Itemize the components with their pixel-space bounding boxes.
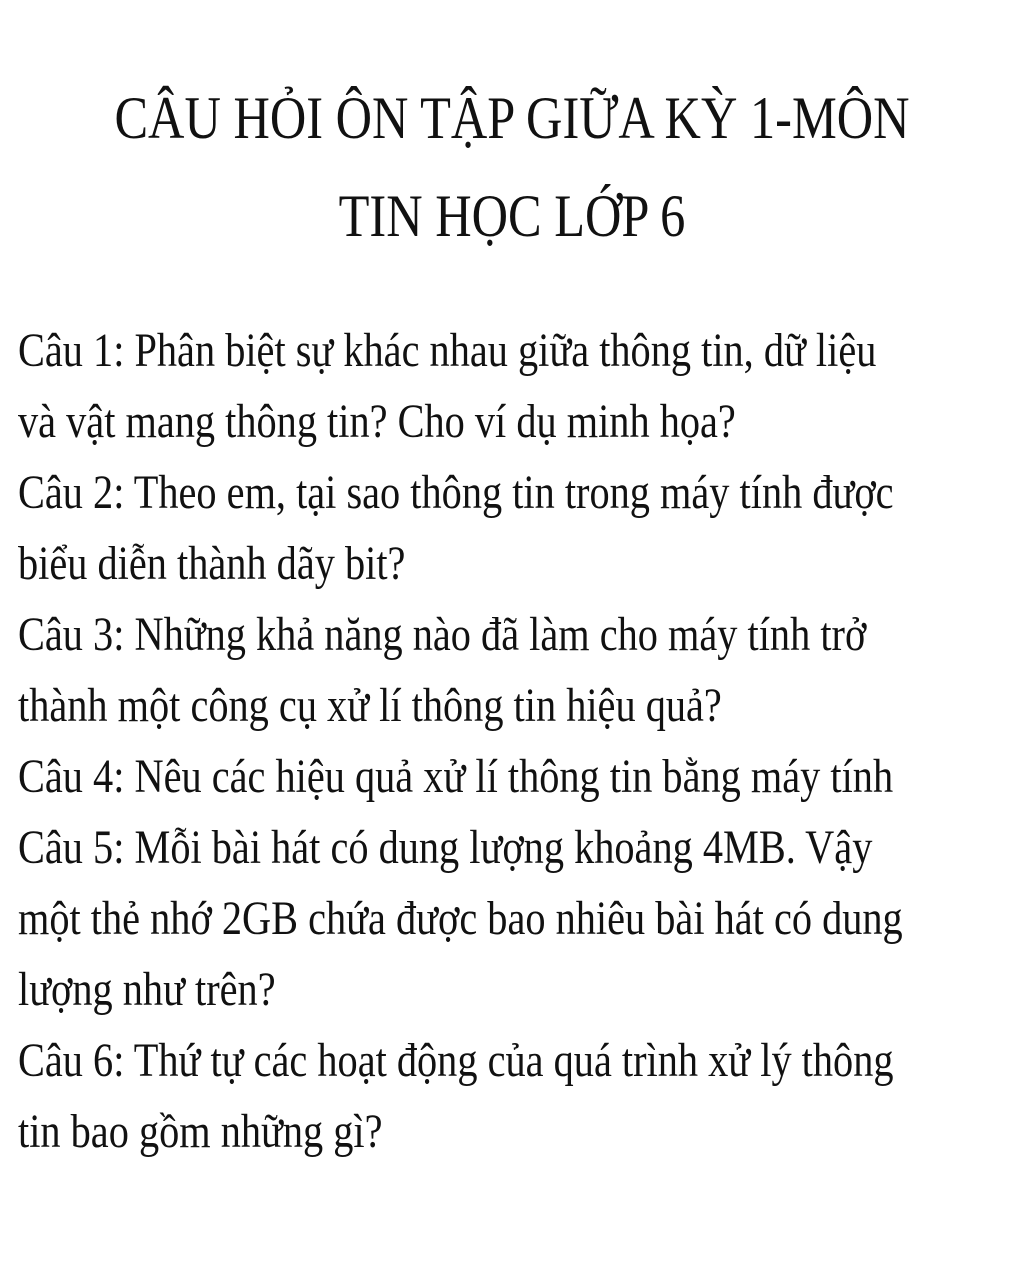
page-title-line-2: TIN HỌC LỚP 6 <box>338 183 686 249</box>
question-line: biểu diễn thành dãy bit? <box>18 537 406 590</box>
question-line: Câu 3: Những khả năng nào đã làm cho máy tính trở <box>18 608 867 661</box>
question-line: Câu 1: Phân biệt sự khác nhau giữa thông tin, dữ liệu <box>18 324 877 377</box>
question-line: Câu 5: Mỗi bài hát có dung lượng khoảng 4MB. Vậy <box>18 821 873 874</box>
question-line: Câu 2: Theo em, tại sao thông tin trong máy tính được <box>18 466 894 519</box>
question-line: thành một công cụ xử lí thông tin hiệu quả? <box>18 679 722 732</box>
question-line: Câu 6: Thứ tự các hoạt động của quá trình xử lý thông <box>18 1034 894 1087</box>
question-line: một thẻ nhớ 2GB chứa được bao nhiêu bài hát có dung <box>18 892 903 945</box>
question-line: và vật mang thông tin? Cho ví dụ minh họa? <box>18 395 736 448</box>
question-line: Câu 4: Nêu các hiệu quả xử lí thông tin bằng máy tính <box>18 750 894 803</box>
question-line: lượng như trên? <box>18 963 276 1016</box>
question-line: tin bao gồm những gì? <box>18 1105 383 1158</box>
page-title-line-1: CÂU HỎI ÔN TẬP GIỮA KỲ 1-MÔN <box>114 85 910 151</box>
